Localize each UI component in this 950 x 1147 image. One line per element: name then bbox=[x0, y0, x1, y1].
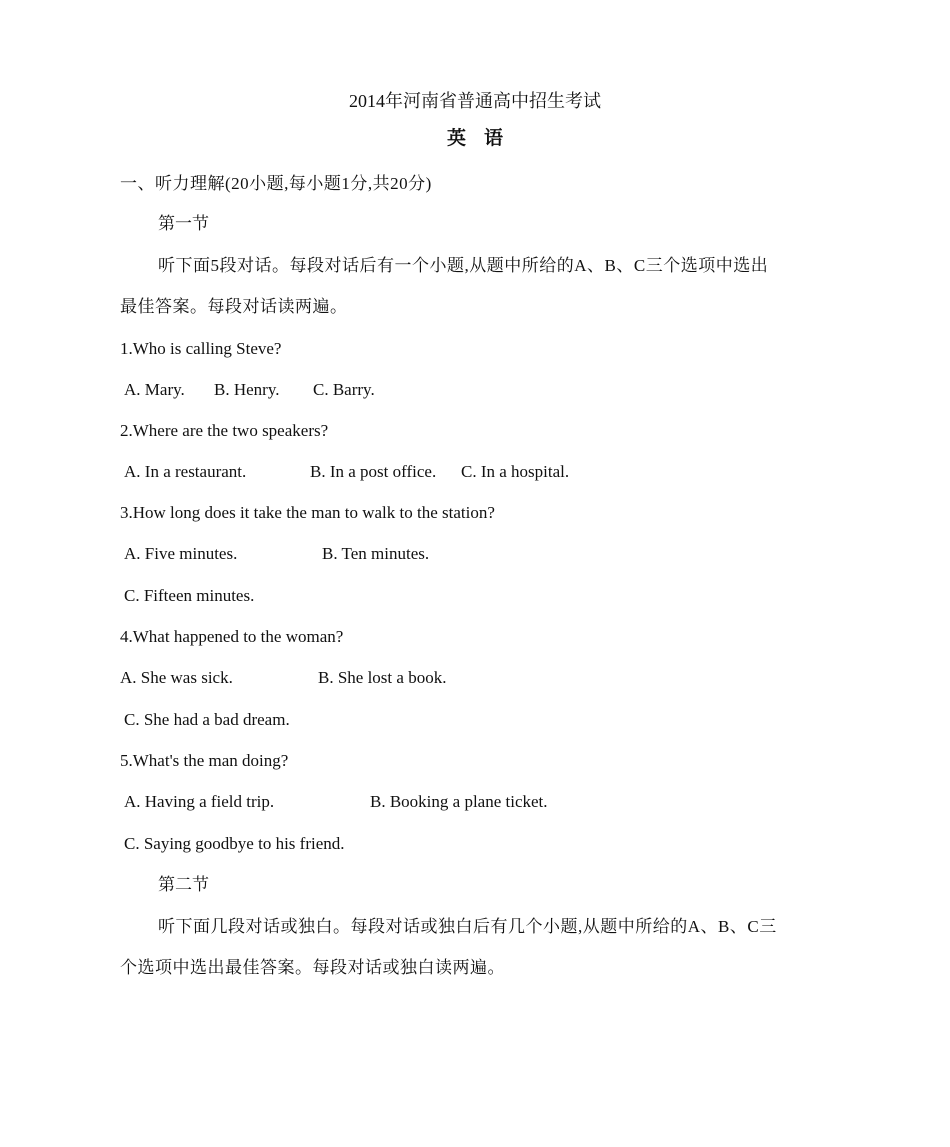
question-3-option-a: A. Five minutes. bbox=[124, 544, 238, 563]
question-2-option-c: C. In a hospital. bbox=[461, 462, 570, 481]
instruction-1-line-2: 最佳答案。每段对话读两遍。 bbox=[120, 297, 348, 316]
question-5-option-a: A. Having a field trip. bbox=[124, 792, 275, 811]
question-3: 3.How long does it take the man to walk to the station? bbox=[120, 503, 495, 522]
question-5-option-c: C. Saying goodbye to his friend. bbox=[124, 834, 345, 853]
question-2-option-b: B. In a post office. bbox=[310, 462, 437, 481]
question-1-option-a: A. Mary. bbox=[124, 380, 185, 399]
part-label-2: 第二节 bbox=[158, 875, 209, 894]
exam-title: 2014年河南省普通高中招生考试 bbox=[349, 91, 601, 111]
question-5-option-b: B. Booking a plane ticket. bbox=[370, 792, 548, 811]
section-heading: 一、听力理解(20小题,每小题1分,共20分) bbox=[120, 174, 432, 193]
instruction-2-line-1: 听下面几段对话或独白。每段对话或独白后有几个小题,从题中所给的A、B、C三 bbox=[158, 917, 777, 936]
question-4-option-a: A. She was sick. bbox=[120, 668, 233, 687]
instruction-1-line-1: 听下面5段对话。每段对话后有一个小题,从题中所给的A、B、C三个选项中选出 bbox=[158, 256, 769, 275]
question-1-option-c: C. Barry. bbox=[313, 380, 375, 399]
question-1-option-b: B. Henry. bbox=[214, 380, 280, 399]
question-4-option-c: C. She had a bad dream. bbox=[124, 710, 290, 729]
question-4: 4.What happened to the woman? bbox=[120, 627, 344, 646]
question-1: 1.Who is calling Steve? bbox=[120, 339, 282, 358]
subject-title: 英语 bbox=[446, 128, 521, 149]
question-3-option-b: B. Ten minutes. bbox=[322, 544, 430, 563]
question-2-option-a: A. In a restaurant. bbox=[124, 462, 247, 481]
question-3-option-c: C. Fifteen minutes. bbox=[124, 586, 255, 605]
question-2: 2.Where are the two speakers? bbox=[120, 421, 329, 440]
part-label-1: 第一节 bbox=[158, 214, 209, 233]
instruction-2-line-2: 个选项中选出最佳答案。每段对话或独白读两遍。 bbox=[120, 958, 505, 977]
question-5: 5.What's the man doing? bbox=[120, 751, 289, 770]
question-4-option-b: B. She lost a book. bbox=[318, 668, 447, 687]
